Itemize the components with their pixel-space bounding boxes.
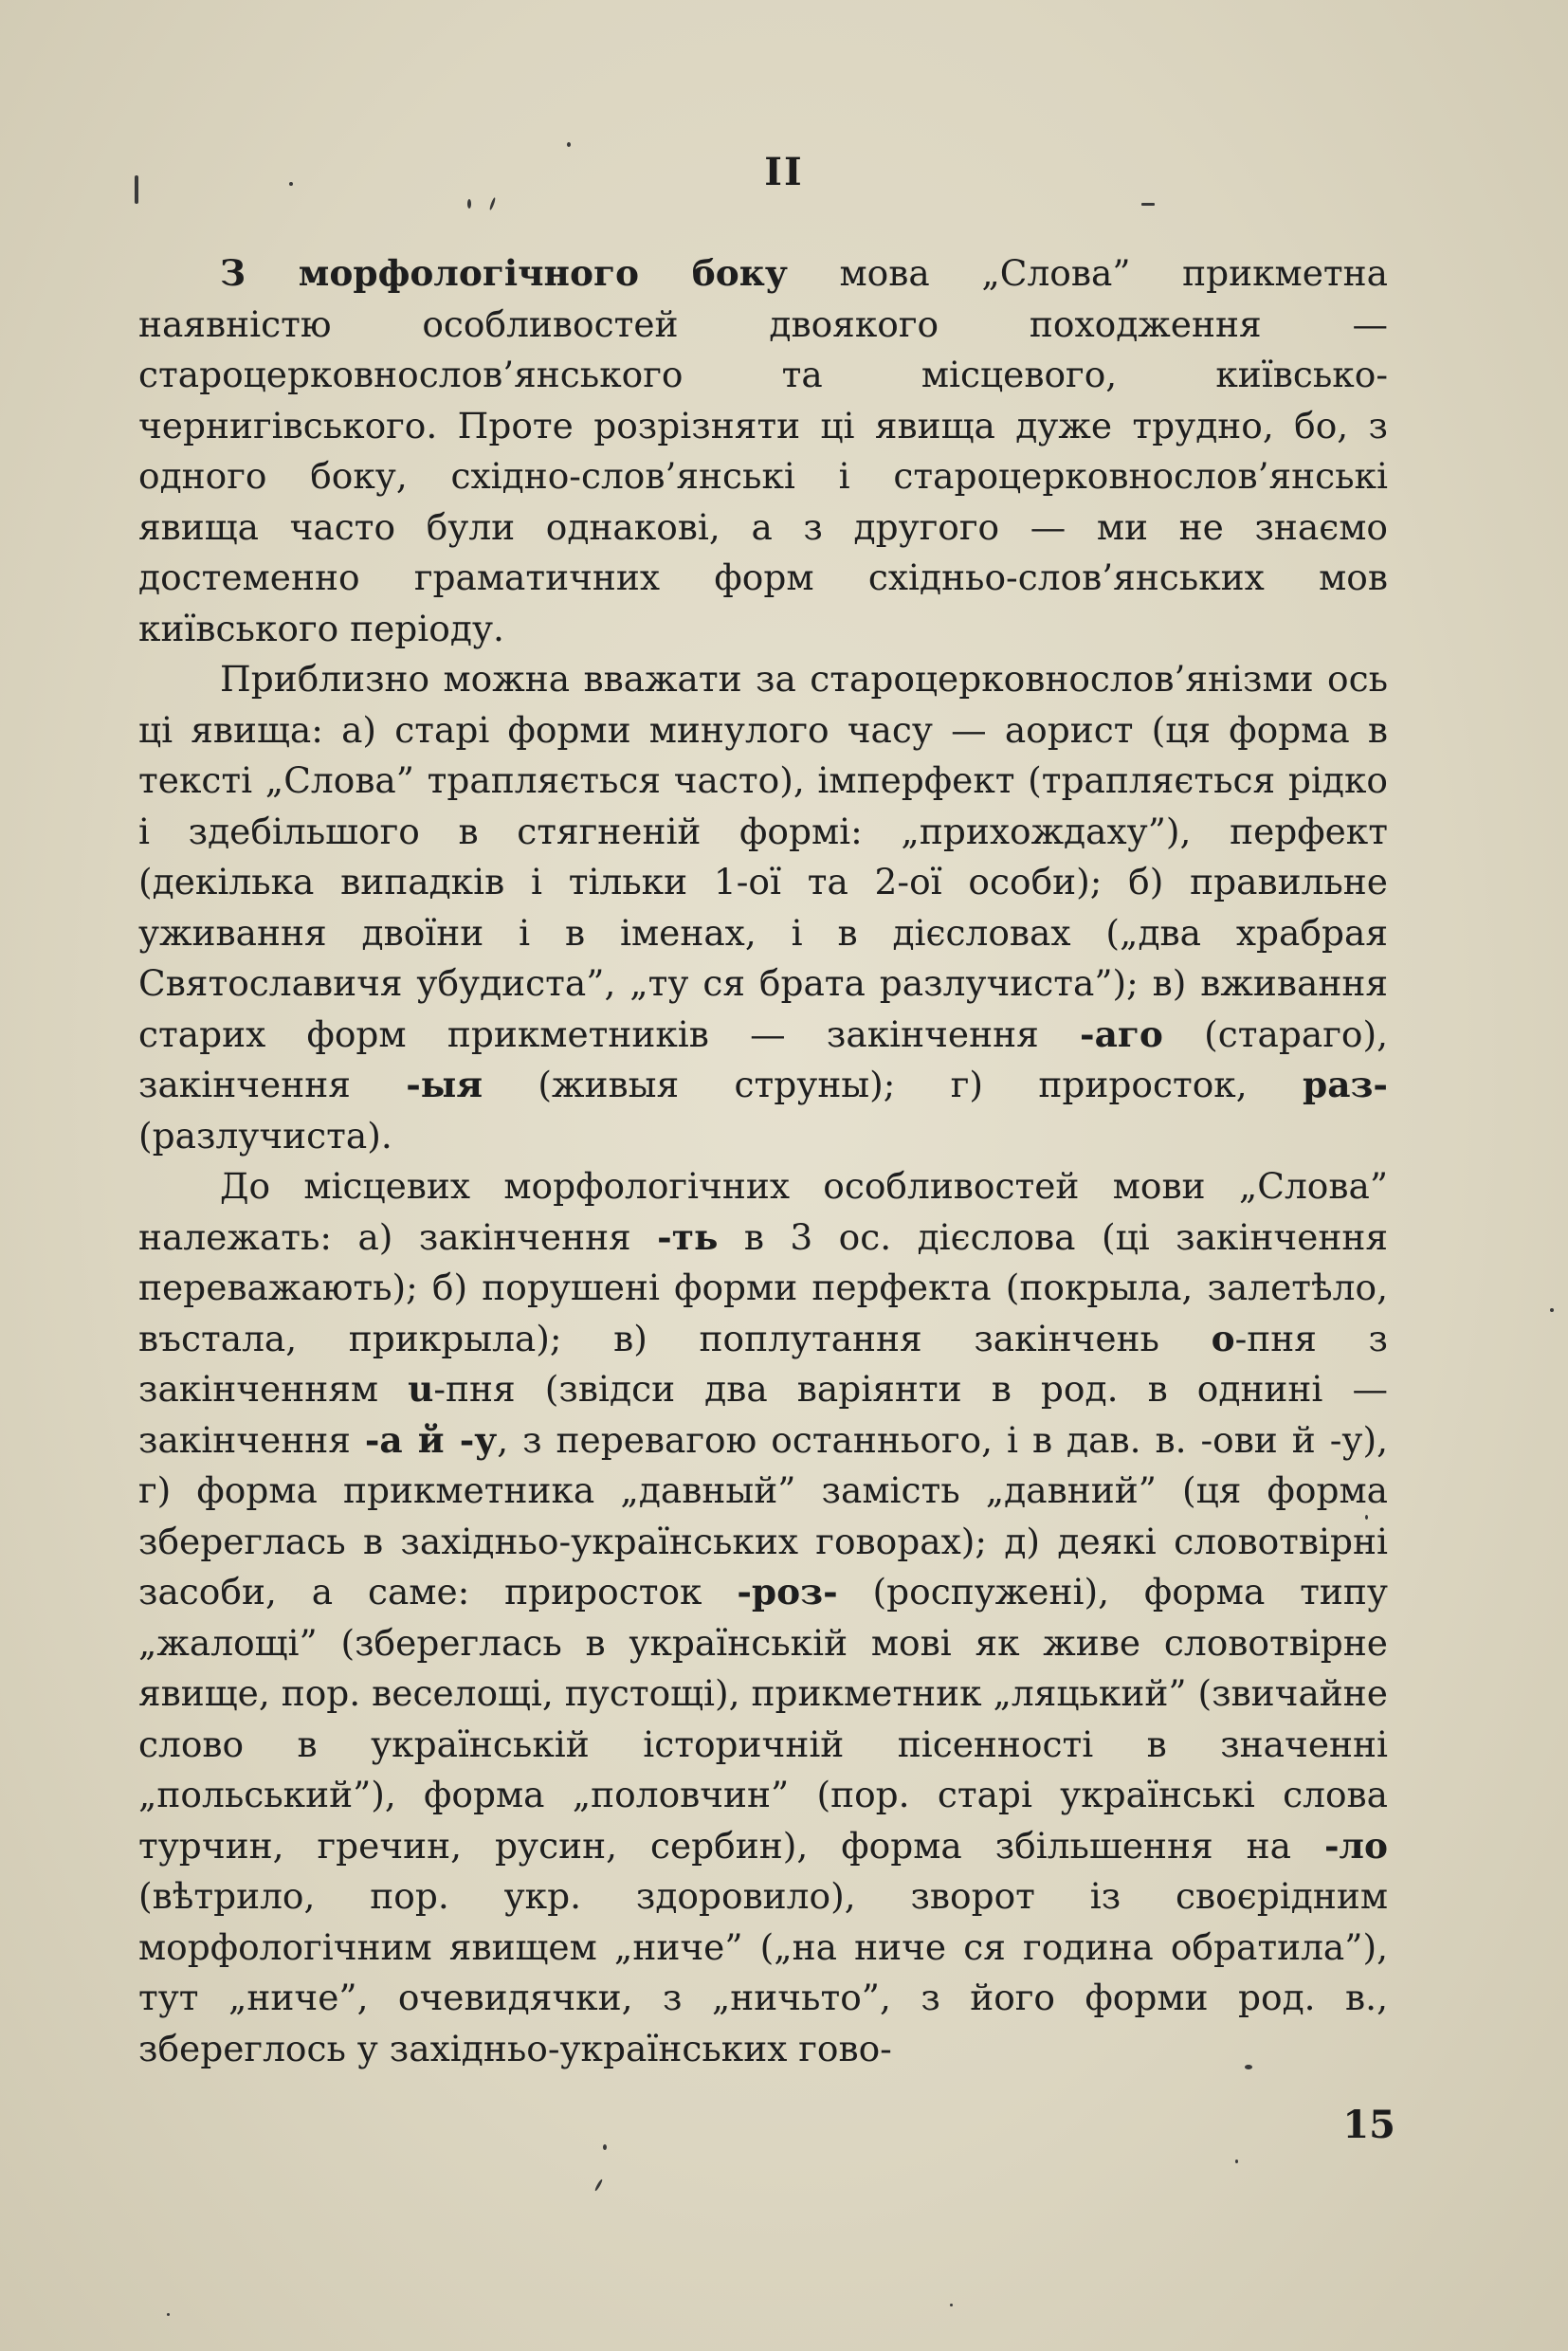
paragraph-text: (вѣтрило, пор. укр. здоровило), зворот із своєрідним морфологічним явищем „ниче” („на ниче ся година обратила”), тут „ниче”, очевидячки, з „ничьто”, з його форми род. в., збереглось у західньо-українських гово- bbox=[138, 1875, 1388, 2069]
paragraph-text: мова „Слова” прикметна наявністю особливостей двоякого походження — староцерковнослов’янського та місцевого, київсько-чернигівського. Проте розрізняти ці явища дуже трудно, бо, з одного боку, східно-слов’янські і староцерковнослов’янські явища часто були однакові, а з другого — ми не знаємо достеменно граматичних форм східньо-слов’янських мов київського періоду. bbox=[138, 252, 1389, 649]
paragraph-text: -пня (звідси два варіянти в род. в однині — закінчення bbox=[138, 1368, 1388, 1461]
bold-ending: -ть bbox=[657, 1215, 719, 1258]
paragraph-text: До місцевих морфологічних особливостей мови „Слова” належать: а) закінчення bbox=[138, 1165, 1388, 1258]
paragraph-text: (разлучиста). bbox=[138, 1114, 392, 1157]
bold-prefix: -роз- bbox=[737, 1571, 838, 1613]
bold-stem: о bbox=[1211, 1317, 1235, 1359]
body-text bbox=[138, 248, 1388, 2074]
scan-speck bbox=[1141, 203, 1155, 206]
bold-ending: -ыя bbox=[406, 1064, 483, 1105]
scan-speck bbox=[467, 199, 471, 209]
scan-speck bbox=[489, 197, 497, 210]
scan-speck bbox=[567, 142, 571, 147]
paragraph-local-features bbox=[138, 1161, 1388, 2074]
paragraph-text: в 3 ос. дієслова (ці закінчення переважають); б) порушені форми перфекта (покрыла, залетѣло, въстала, прикрыла); в) поплутання закінчень bbox=[138, 1215, 1388, 1359]
paragraph-text: -пня з закінченням bbox=[138, 1317, 1388, 1410]
paragraph-morphology-intro bbox=[138, 248, 1388, 654]
paragraph-text: (живыя струны); г) приросток, bbox=[483, 1064, 1303, 1105]
bold-suffix: -ло bbox=[1323, 1824, 1388, 1867]
scan-speck bbox=[950, 2304, 953, 2306]
paragraph-lead-bold: З морфологічного боку bbox=[220, 252, 788, 294]
paragraph-text: (стараго), закінчення bbox=[138, 1012, 1389, 1105]
paragraph-text: (роспужені), форма типу „жалощі” (збереглась в українській мові як живе словотвірне явище, пор. веселощі, пустощі), прикметник „ляцький” (звичайне слово в українській історичній пісенності в значенні „польський”), форма „половчин” (пор. старі українські слова турчин, гречин, русин, сербин), форма збільшення на bbox=[138, 1571, 1388, 1867]
paragraph-church-slavonicisms bbox=[138, 654, 1388, 1161]
bold-prefix: раз- bbox=[1302, 1064, 1388, 1105]
bold-stem: u bbox=[408, 1368, 434, 1410]
scan-speck bbox=[594, 2178, 604, 2192]
bold-ending: -а й -у bbox=[364, 1418, 498, 1461]
scan-speck bbox=[167, 2313, 170, 2316]
scan-speck bbox=[603, 2144, 607, 2150]
paragraph-text: , з перевагою останнього, і в дав. в. -ови й -у), г) форма прикметника „давный” замість „давний” (ця форма збереглась в західньо-українських говорах); д) деякі словотвірні засоби, а саме: приросток bbox=[138, 1418, 1388, 1613]
paragraph-text: Приблизно можна вважати за староцерковнослов’янізми ось ці явища: а) старі форми минулого часу — аорист (ця форма в тексті „Слова” трапляється часто), імперфект (трапляється рідко і здебільшого в стягненій формі: „прихождаху”), перфект (декілька випадків і тільки 1-ої та 2-ої особи); б) правильне уживання двоїни і в іменах, і в дієсловах („два храбрая Святославичя убудиста”, „ту ся брата разлучиста”); в) вживання старих форм прикметників — закінчення bbox=[138, 658, 1388, 1055]
bold-ending: -аго bbox=[1080, 1012, 1163, 1055]
scan-speck bbox=[1235, 2160, 1238, 2163]
scan-speck bbox=[1550, 1308, 1554, 1312]
page-number: 15 bbox=[1342, 2103, 1395, 2147]
chapter-heading: II bbox=[764, 150, 804, 194]
